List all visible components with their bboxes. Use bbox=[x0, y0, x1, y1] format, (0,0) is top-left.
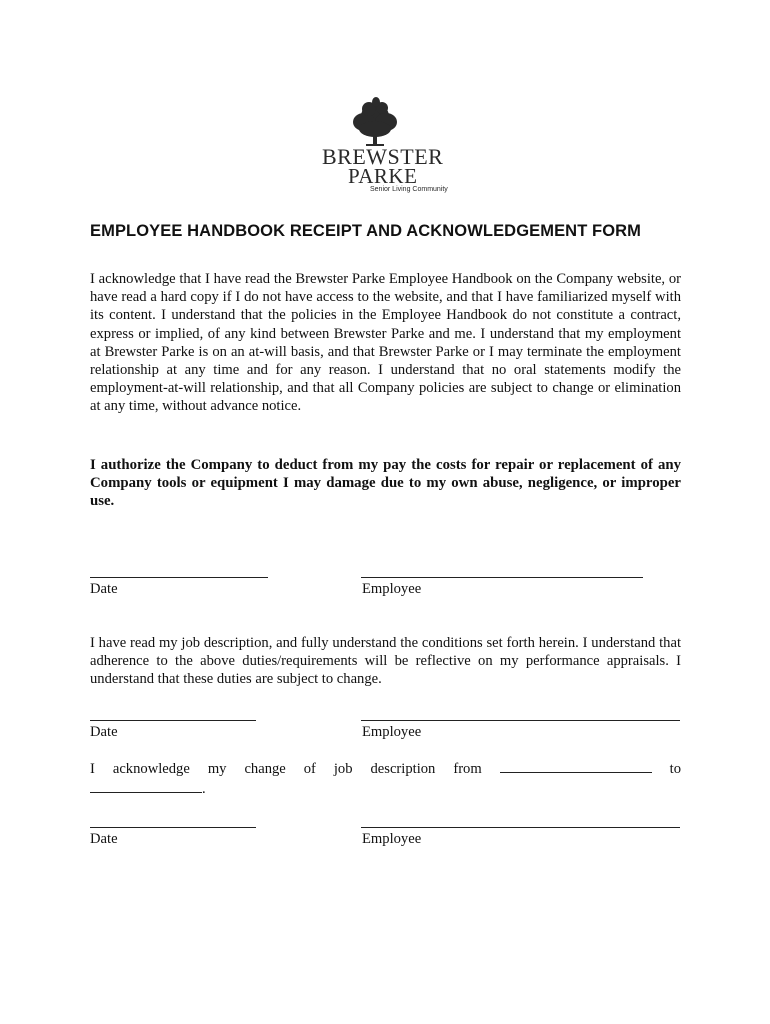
date-signature-line-1[interactable] bbox=[90, 577, 268, 578]
acknowledgement-paragraph: I acknowledge that I have read the Brewster Parke Employee Handbook on the Company website, or have read a hard copy if I do not have access to the website, and that I have familiarized myself with its content. I understand that the policies in the Employee Handbook do not constitute a contract, express or implied, of any kind between Brewster Parke and me. I understand that my employment at Brewster Parke is on an at-will basis, and that Brewster Parke or I may terminate the employment relationship at any time and for any reason. I understand that no oral statements modify the employment-at-will relationship, and that all Company policies are subject to change or elimination at any time, without advance notice. bbox=[90, 271, 681, 415]
date-label-1: Date bbox=[90, 581, 118, 597]
change-word: description bbox=[370, 761, 436, 777]
date-signature-line-2[interactable] bbox=[90, 720, 256, 721]
change-word: job bbox=[333, 761, 353, 777]
change-word: change bbox=[244, 761, 286, 777]
to-word: to bbox=[669, 761, 681, 777]
sentence-end: . bbox=[202, 781, 206, 797]
logo-tagline: Senior Living Community bbox=[370, 186, 448, 193]
form-title: EMPLOYEE HANDBOOK RECEIPT AND ACKNOWLEDGEMENT FORM bbox=[90, 222, 642, 240]
employee-label-1: Employee bbox=[362, 581, 422, 597]
to-job-line bbox=[90, 780, 206, 798]
change-word: I bbox=[90, 761, 95, 777]
change-word: my bbox=[207, 761, 227, 777]
company-logo bbox=[318, 96, 458, 196]
employee-signature-line-2[interactable] bbox=[361, 720, 680, 721]
date-signature-line-3[interactable] bbox=[90, 827, 256, 828]
to-job-blank[interactable] bbox=[90, 780, 202, 793]
date-label-2: Date bbox=[90, 724, 118, 740]
change-word: acknowledge bbox=[112, 761, 190, 777]
date-label-3: Date bbox=[90, 831, 118, 847]
employee-label-2: Employee bbox=[362, 724, 422, 740]
logo-name-line2: PARKE bbox=[348, 164, 418, 188]
employee-signature-line-1[interactable] bbox=[361, 577, 643, 578]
job-description-paragraph: I have read my job description, and fully understand the conditions set forth herein. I understand that adherence to the above duties/requirements will be reflective on my performance appraisals. I understand that these duties are subject to change. bbox=[90, 635, 681, 688]
job-change-statement bbox=[90, 760, 681, 778]
change-word: from bbox=[453, 761, 482, 777]
authorization-paragraph: I authorize the Company to deduct from my pay the costs for repair or replacement of any Company tools or equipment I may damage due to my own abuse, negligence, or improper use. bbox=[90, 457, 681, 510]
from-job-blank[interactable] bbox=[500, 760, 652, 773]
logo-name-line1: BREWSTER bbox=[322, 144, 444, 169]
employee-label-3: Employee bbox=[362, 831, 422, 847]
employee-signature-line-3[interactable] bbox=[361, 827, 680, 828]
change-word: of bbox=[303, 761, 316, 777]
